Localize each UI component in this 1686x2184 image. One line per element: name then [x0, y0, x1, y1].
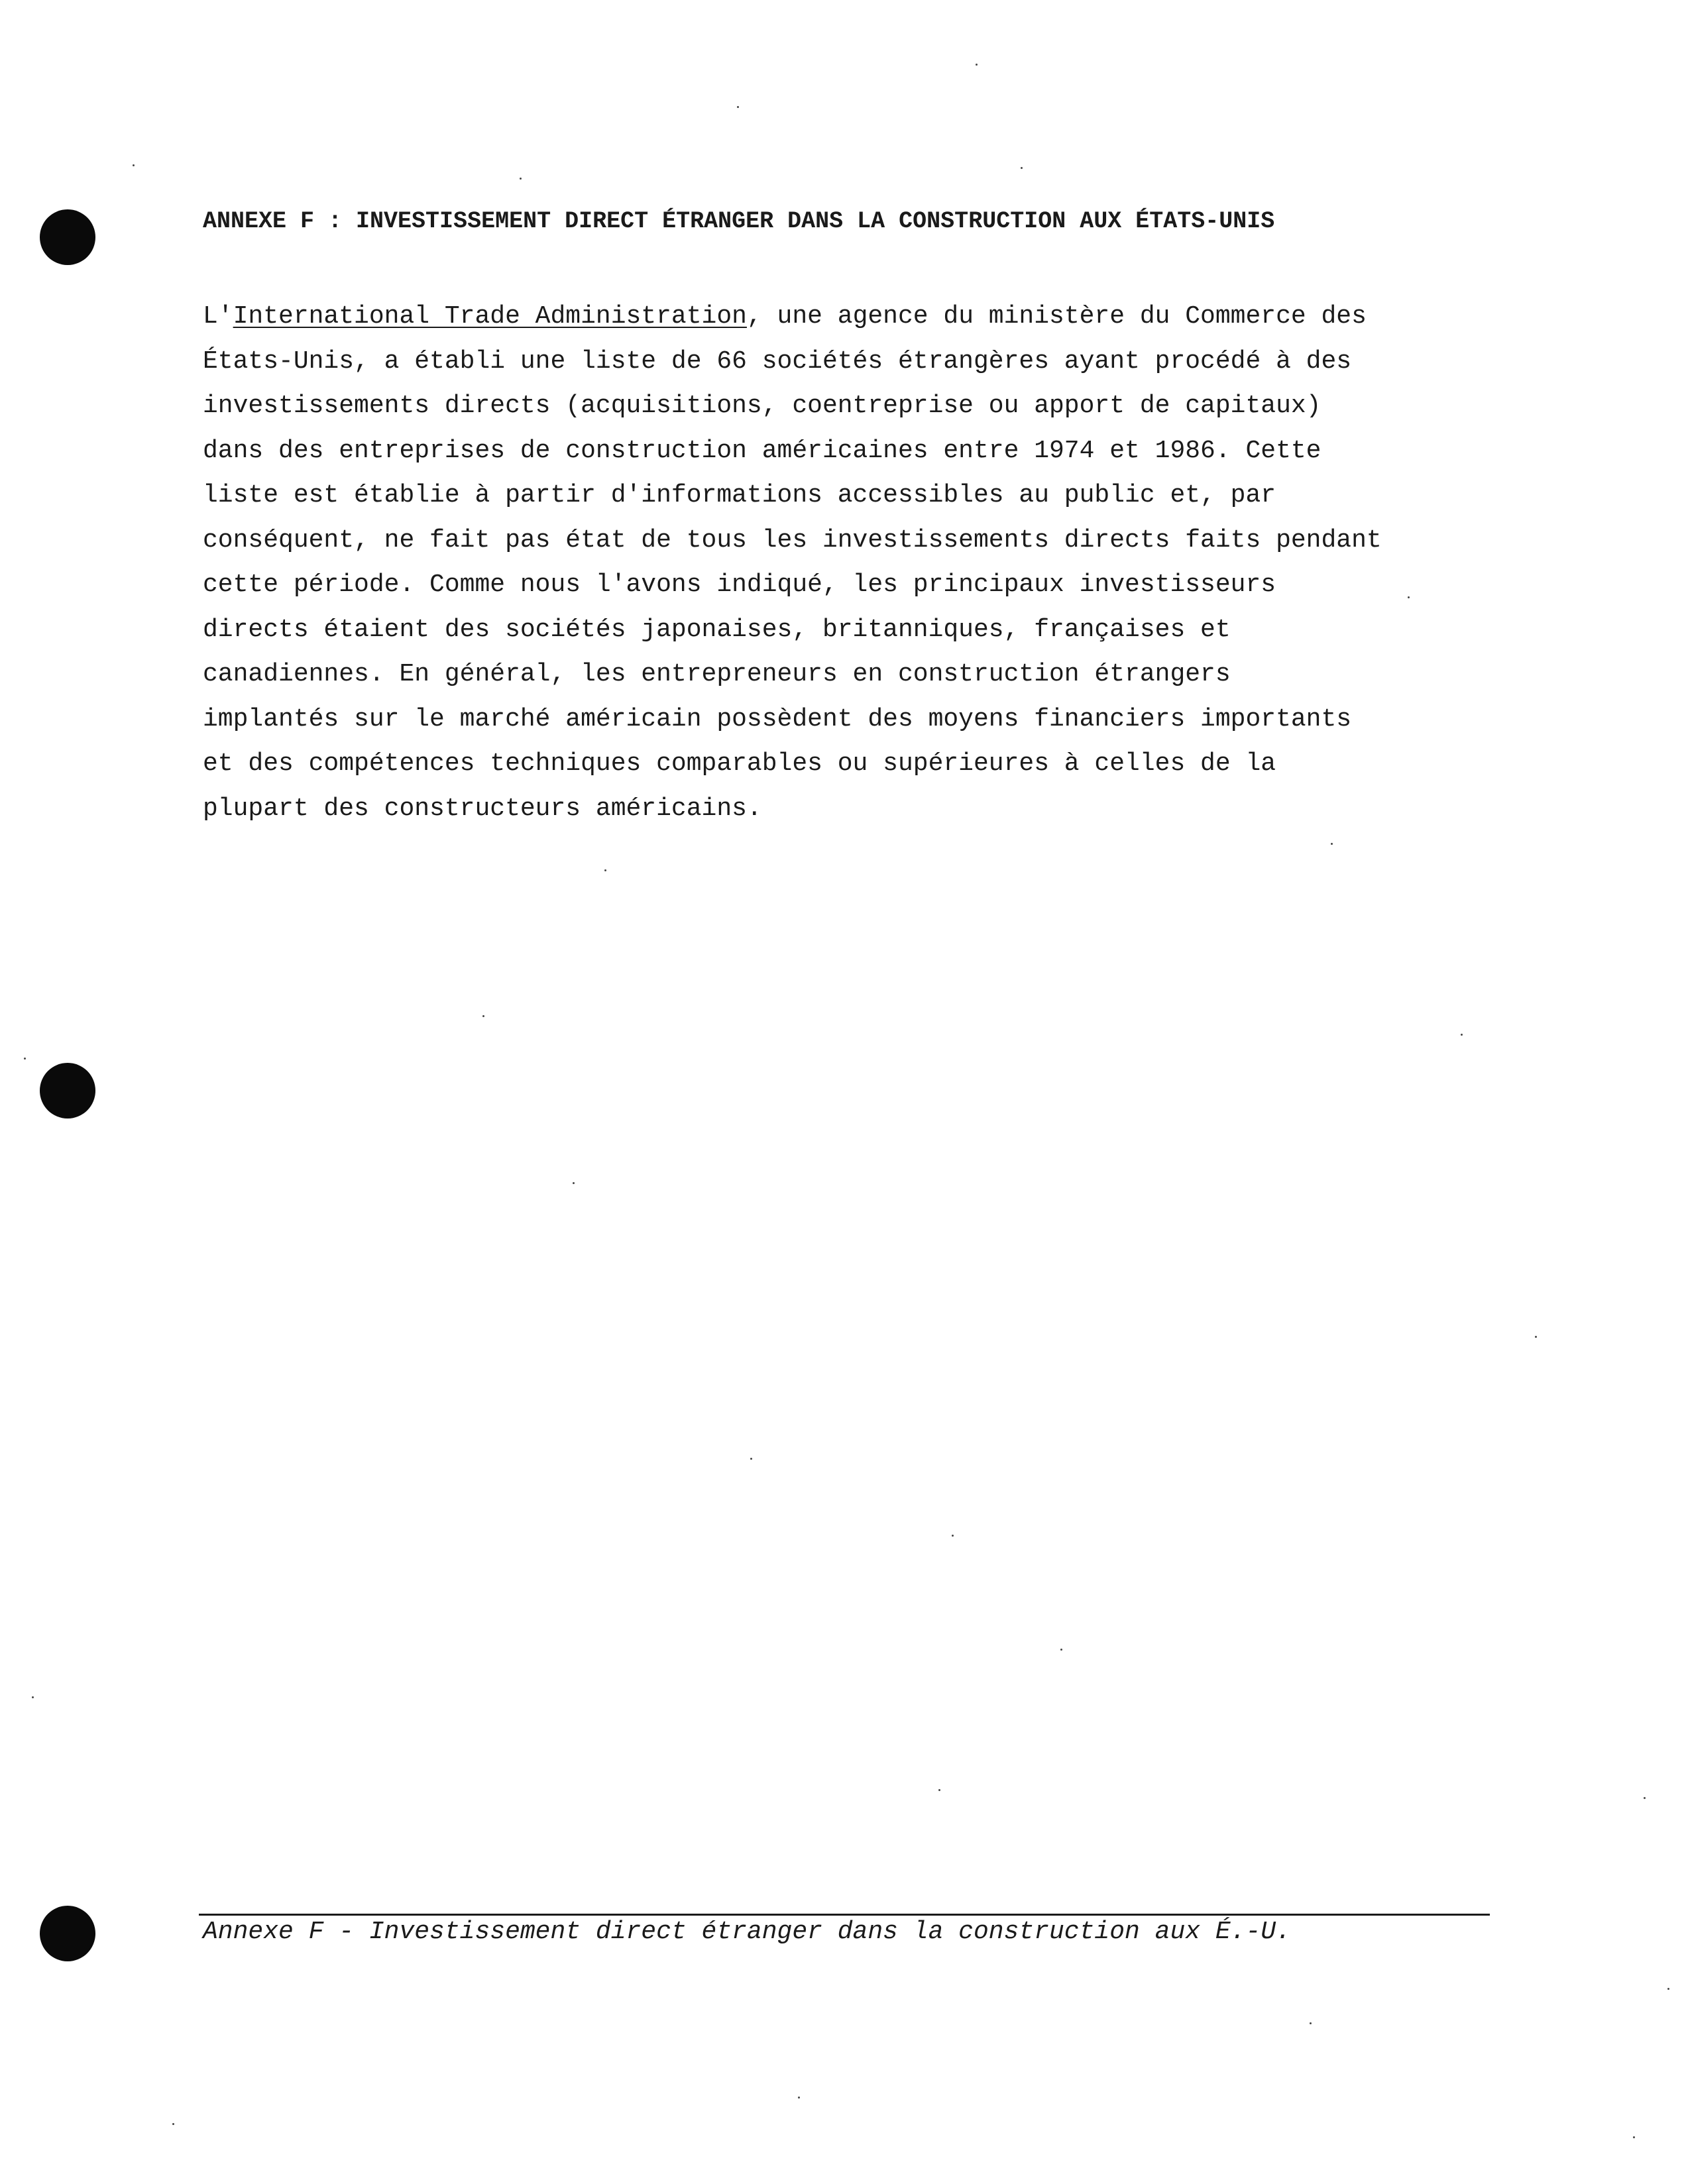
scan-speck — [1461, 1034, 1463, 1036]
punch-hole — [40, 209, 95, 265]
paragraph-line: investissements directs (acquisitions, coentreprise ou apport de capitaux) — [203, 392, 1321, 420]
scan-speck — [482, 1015, 484, 1017]
annex-heading: ANNEXE F : INVESTISSEMENT DIRECT ÉTRANGER DANS LA CONSTRUCTION AUX ÉTATS-UNIS — [203, 208, 1275, 235]
punch-hole — [40, 1063, 95, 1119]
scan-speck — [798, 2097, 800, 2099]
paragraph-line: plupart des constructeurs américains. — [203, 794, 762, 823]
paragraph-line: cette période. Comme nous l'avons indiqué, les principaux investisseurs — [203, 571, 1276, 599]
scan-speck — [737, 106, 739, 108]
scan-speck — [604, 869, 606, 871]
agency-name-underlined: International Trade Administration — [233, 302, 747, 331]
paragraph-line: conséquent, ne fait pas état de tous les investissements directs faits pendant — [203, 525, 1382, 555]
scan-speck — [1310, 2022, 1312, 2024]
scan-speck — [1021, 167, 1023, 169]
paragraph-line: directs étaient des sociétés japonaises, britanniques, françaises et — [203, 615, 1231, 644]
scan-speck — [1331, 843, 1333, 845]
paragraph-line: dans des entreprises de construction américaines entre 1974 et 1986. Cette — [203, 436, 1321, 465]
footer-divider — [199, 1914, 1490, 1916]
paragraph-line — [203, 294, 1535, 339]
scan-speck — [1535, 1336, 1537, 1338]
scan-speck — [172, 2123, 174, 2125]
scan-speck — [32, 1696, 34, 1698]
scan-speck — [750, 1458, 752, 1460]
line-prefix: L' — [203, 302, 233, 331]
line-suffix: , une agence du ministère du Commerce des — [746, 302, 1367, 331]
scan-speck — [520, 178, 522, 180]
scan-speck — [952, 1535, 954, 1537]
paragraph-line: canadiennes. En général, les entrepreneurs en construction étrangers — [203, 660, 1231, 688]
scan-speck — [24, 1058, 26, 1060]
scan-speck — [573, 1182, 575, 1184]
body-paragraph — [203, 294, 1535, 831]
scan-speck — [938, 1789, 940, 1791]
paragraph-line: États-Unis, a établi une liste de 66 sociétés étrangères ayant procédé à des — [203, 347, 1352, 376]
paragraph-line: implantés sur le marché américain possèdent des moyens financiers importants — [203, 704, 1352, 734]
scan-speck — [1060, 1649, 1062, 1651]
scan-speck — [1408, 596, 1410, 598]
scan-speck — [1644, 1797, 1646, 1799]
punch-hole — [40, 1906, 95, 1961]
page-footer: Annexe F - Investissement direct étranger dans la construction aux É.-U. — [203, 1918, 1291, 1946]
paragraph-line: et des compétences techniques comparables ou supérieures à celles de la — [203, 749, 1276, 778]
scan-speck — [976, 64, 978, 66]
scan-speck — [133, 164, 135, 166]
scan-speck — [1667, 1988, 1669, 1990]
scan-speck — [1633, 2136, 1635, 2138]
paragraph-line: liste est établie à partir d'informations accessibles au public et, par — [203, 481, 1276, 510]
